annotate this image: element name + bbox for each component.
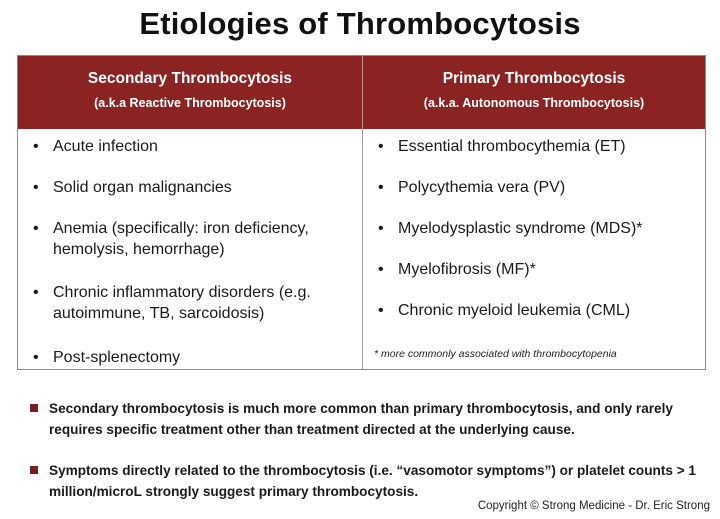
list-item-text: Myelodysplastic syndrome (MDS)* xyxy=(398,220,643,237)
page-title: Etiologies of Thrombocytosis xyxy=(139,6,581,41)
primary-heading: Primary Thrombocytosis xyxy=(442,70,626,87)
secondary-column-header xyxy=(18,56,362,129)
bullet-icon: • xyxy=(378,302,384,319)
note-item xyxy=(30,460,714,502)
bullet-icon: • xyxy=(378,179,384,196)
square-bullet-icon xyxy=(30,466,38,474)
list-item xyxy=(378,136,699,157)
list-item-text: Myelofibrosis (MF)* xyxy=(398,261,536,278)
copyright-text: Copyright © Strong Medicine - Dr. Eric Strong xyxy=(477,500,710,512)
bullet-icon: • xyxy=(33,179,39,196)
list-item xyxy=(33,177,356,198)
note-item xyxy=(30,398,714,440)
note-text: Secondary thrombocytosis is much more common than primary thrombocytosis, and only rarely requires specific treatment other than treatment directed at the underlying cause. xyxy=(49,401,673,437)
secondary-subheading: (a.k.a Reactive Thrombocytosis) xyxy=(94,96,286,110)
list-item-text: Chronic myeloid leukemia (CML) xyxy=(398,302,631,319)
list-item-text: Polycythemia vera (PV) xyxy=(398,179,566,196)
column-divider xyxy=(362,56,363,369)
footnote: * more commonly associated with thrombocytopenia xyxy=(374,348,617,360)
bullet-icon: • xyxy=(33,284,39,301)
list-item xyxy=(378,300,699,321)
list-item-text: Solid organ malignancies xyxy=(53,179,232,196)
bullet-icon: • xyxy=(378,138,384,155)
list-item-text: Essential thrombocythemia (ET) xyxy=(398,138,626,155)
list-item xyxy=(33,218,358,260)
secondary-heading: Secondary Thrombocytosis xyxy=(87,70,293,87)
bullet-icon: • xyxy=(378,220,384,237)
list-item-text: Chronic inflammatory disorders (e.g. autoimmune, TB, sarcoidosis) xyxy=(53,284,311,322)
bullet-icon: • xyxy=(33,220,39,237)
list-item-text: Post-splenectomy xyxy=(53,349,181,366)
square-bullet-icon xyxy=(30,404,38,412)
bullet-icon: • xyxy=(378,261,384,278)
bullet-icon: • xyxy=(33,349,39,366)
list-item xyxy=(33,347,356,368)
primary-subheading: (a.k.a. Autonomous Thrombocytosis) xyxy=(423,96,645,110)
primary-column-header xyxy=(363,56,705,129)
bullet-icon: • xyxy=(33,138,39,155)
list-item-text: Acute infection xyxy=(53,138,158,155)
list-item-text: Anemia (specifically: iron deficiency, hemolysis, hemorrhage) xyxy=(53,220,309,258)
note-text: Symptoms directly related to the thrombocytosis (i.e. “vasomotor symptoms”) or platelet counts > 1 million/microL strongly suggest primary thrombocytosis. xyxy=(49,463,696,499)
list-item xyxy=(378,177,699,198)
list-item xyxy=(33,136,356,157)
list-item xyxy=(378,259,699,280)
list-item xyxy=(378,218,699,239)
list-item xyxy=(33,282,340,324)
etiology-table xyxy=(17,55,706,370)
